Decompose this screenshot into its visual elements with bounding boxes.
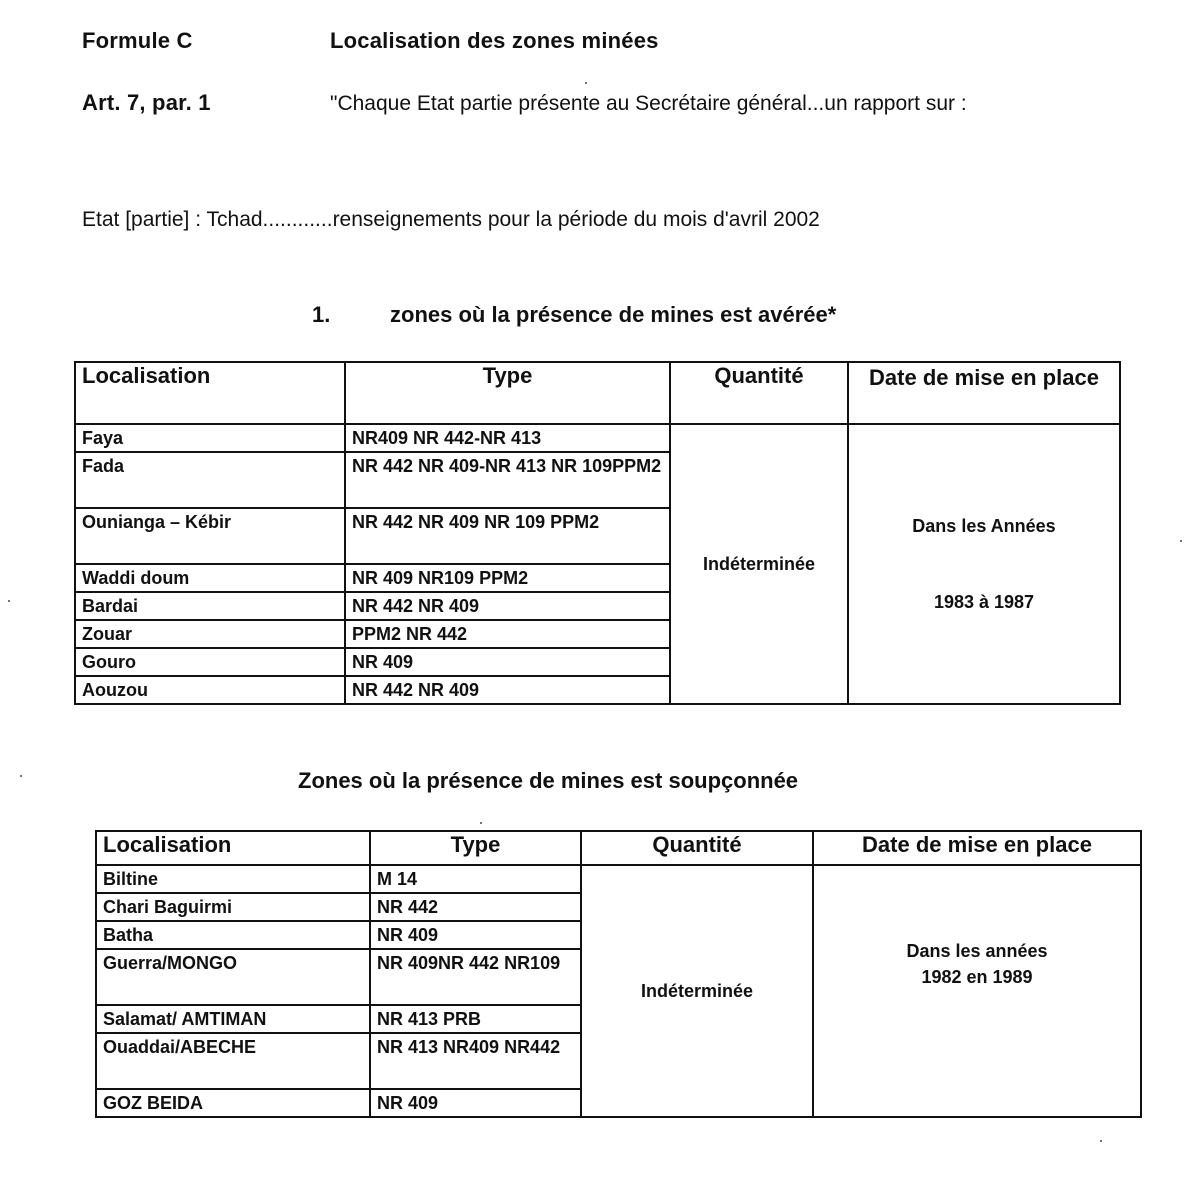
row-location: GOZ BEIDA [96, 1089, 370, 1117]
row-type: NR 409 [370, 1089, 581, 1117]
date-cell [848, 424, 1120, 704]
col-localisation-header: Localisation [96, 831, 370, 865]
quantity-value: Indéterminée [702, 554, 816, 574]
section1-title: zones où la présence de mines est avérée* [390, 302, 837, 327]
scan-speck [480, 822, 482, 824]
row-type: NR 442 NR 409 [345, 676, 670, 704]
row-location: Ounianga – Kébir [75, 508, 345, 564]
row-type: PPM2 NR 442 [345, 620, 670, 648]
col-date-header: Date de mise en place [813, 831, 1141, 865]
table-row [96, 865, 1141, 893]
date-line-1: Dans les Années [912, 516, 1056, 536]
row-location: Waddi doum [75, 564, 345, 592]
scan-speck [1100, 1140, 1102, 1142]
date-line-1: Dans les années [906, 941, 1048, 961]
row-type: NR 442 [370, 893, 581, 921]
col-date-header: Date de mise en place [848, 362, 1120, 424]
quantity-cell [581, 865, 813, 1117]
scan-speck [20, 775, 22, 777]
form-label: Formule C [82, 28, 193, 53]
confirmed-mines-table [74, 361, 1121, 705]
row-type: NR 442 NR 409 [345, 592, 670, 620]
row-type: NR 413 PRB [370, 1005, 581, 1033]
suspected-mines-table [95, 830, 1142, 1118]
col-type-header: Type [345, 362, 670, 424]
row-location: Bardai [75, 592, 345, 620]
row-location: Salamat/ AMTIMAN [96, 1005, 370, 1033]
row-location: Ouaddai/ABECHE [96, 1033, 370, 1089]
row-location: Faya [75, 424, 345, 452]
col-type-header: Type [370, 831, 581, 865]
article-label: Art. 7, par. 1 [82, 90, 211, 115]
scan-speck [1180, 540, 1182, 542]
date-cell [813, 865, 1141, 1117]
row-type: NR 413 NR409 NR442 [370, 1033, 581, 1089]
row-type: M 14 [370, 865, 581, 893]
row-location: Gouro [75, 648, 345, 676]
row-type: NR 442 NR 409-NR 413 NR 109PPM2 [345, 452, 670, 508]
row-type: NR 409 [345, 648, 670, 676]
section2-title: Zones où la présence de mines est soupçonnée [298, 768, 799, 793]
row-type: NR409 NR 442-NR 413 [345, 424, 670, 452]
row-type: NR 409 NR109 PPM2 [345, 564, 670, 592]
scan-speck [585, 82, 587, 84]
date-line-2: 1983 à 1987 [933, 592, 1035, 612]
form-title: Localisation des zones minées [330, 28, 659, 53]
quantity-value: Indéterminée [640, 981, 754, 1001]
col-quantity-header: Quantité [581, 831, 813, 865]
row-location: Zouar [75, 620, 345, 648]
row-type: NR 409NR 442 NR109 [370, 949, 581, 1005]
col-localisation-header: Localisation [75, 362, 345, 424]
row-location: Aouzou [75, 676, 345, 704]
row-location: Batha [96, 921, 370, 949]
row-location: Chari Baguirmi [96, 893, 370, 921]
row-location: Biltine [96, 865, 370, 893]
article-text: "Chaque Etat partie présente au Secrétaire général...un rapport sur : [330, 92, 967, 115]
section1-number: 1. [312, 302, 331, 327]
scan-speck [8, 600, 10, 602]
quantity-cell [670, 424, 848, 704]
table-row [75, 424, 1120, 452]
row-type: NR 442 NR 409 NR 109 PPM2 [345, 508, 670, 564]
row-location: Guerra/MONGO [96, 949, 370, 1005]
row-type: NR 409 [370, 921, 581, 949]
state-line: Etat [partie] : Tchad............renseignements pour la période du mois d'avril 2002 [82, 208, 820, 231]
table-header-row [75, 362, 1120, 424]
col-quantity-header: Quantité [670, 362, 848, 424]
date-line-2: 1982 en 1989 [921, 967, 1033, 987]
row-location: Fada [75, 452, 345, 508]
table-header-row [96, 831, 1141, 865]
